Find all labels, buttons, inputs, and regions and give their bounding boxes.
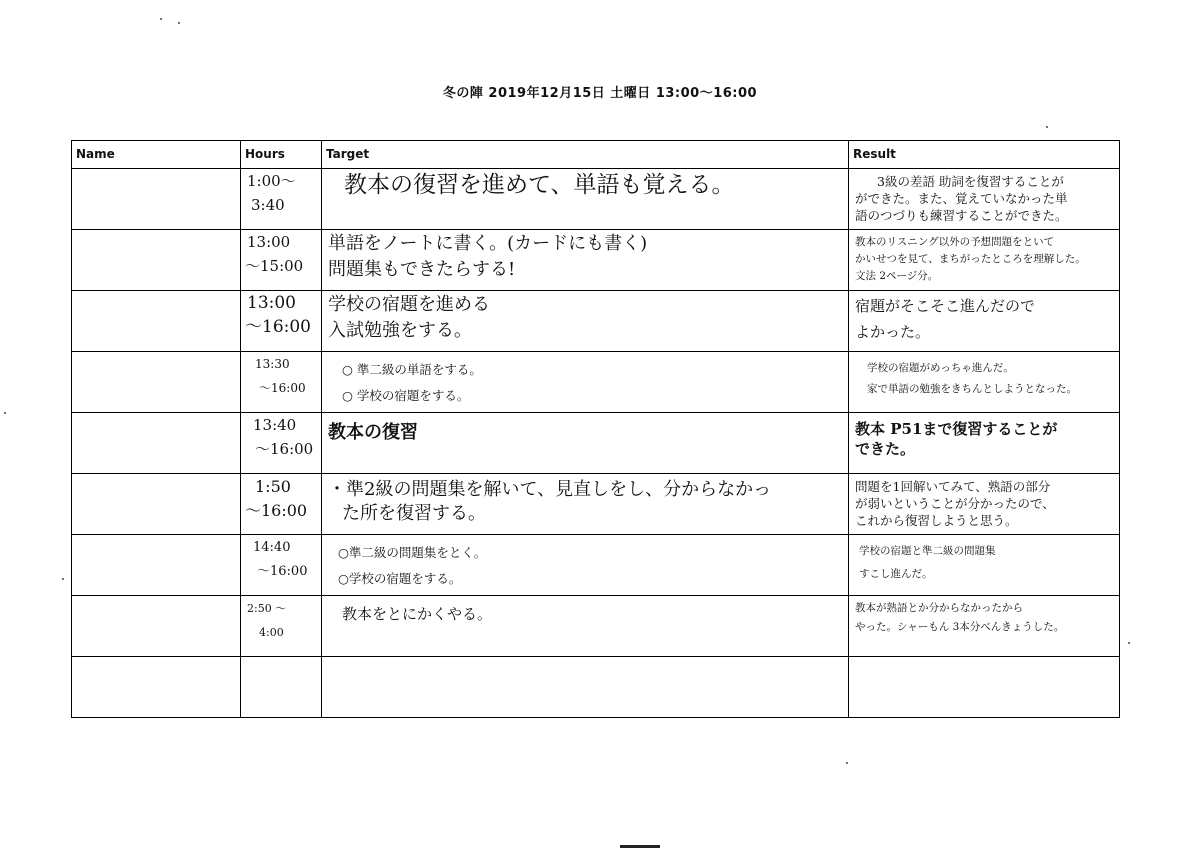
target-cell xyxy=(322,413,849,474)
hours-start: 2:50 〜 xyxy=(247,602,287,615)
hours-start: 13:40 xyxy=(253,416,297,434)
column-header-name: Name xyxy=(72,141,241,169)
result-line: 語のつづりも練習することができた。 xyxy=(855,208,1068,223)
page-title: 冬の陣 2019年12月15日 土曜日 13:00〜16:00 xyxy=(442,86,758,101)
name-cell xyxy=(72,535,241,596)
hours-cell xyxy=(241,535,322,596)
target-line: 単語をノートに書く。(カードにも書く) xyxy=(328,233,648,254)
target-cell xyxy=(322,596,849,657)
hours-cell xyxy=(241,657,322,718)
target-cell xyxy=(322,352,849,413)
result-line: よかった。 xyxy=(855,323,931,341)
column-header-result: Result xyxy=(849,141,1120,169)
hours-end: 〜16:00 xyxy=(245,501,308,520)
target-line: 学校の宿題を進める xyxy=(328,294,490,315)
table-row xyxy=(72,230,1120,291)
target-line: ○準二級の問題集をとく。 xyxy=(338,545,487,560)
target-line: ○ 準二級の単語をする。 xyxy=(342,362,482,377)
name-cell xyxy=(72,230,241,291)
target-line: 入試勉強をする。 xyxy=(328,320,472,341)
table-row xyxy=(72,413,1120,474)
hours-cell xyxy=(241,413,322,474)
table-row xyxy=(72,352,1120,413)
name-cell xyxy=(72,413,241,474)
result-cell xyxy=(849,413,1120,474)
name-cell xyxy=(72,474,241,535)
hours-cell xyxy=(241,230,322,291)
hours-end: 〜16:00 xyxy=(255,440,314,458)
target-line: ・準2級の問題集を解いて、見直しをし、分からなかっ xyxy=(328,479,772,500)
target-cell xyxy=(322,474,849,535)
table-header-row xyxy=(72,141,1120,169)
result-line: 教本 P51まで復習することが xyxy=(855,420,1058,438)
hours-start: 1:00〜 xyxy=(247,172,296,190)
hours-cell xyxy=(241,474,322,535)
result-line: 3級の差語 助詞を復習することが xyxy=(877,174,1064,189)
result-cell xyxy=(849,169,1120,230)
table-row xyxy=(72,535,1120,596)
name-cell xyxy=(72,291,241,352)
name-cell xyxy=(72,596,241,657)
scan-speck xyxy=(62,578,64,580)
target-line: 問題集もできたらする! xyxy=(328,259,516,280)
result-line: 家で単語の勉強をきちんとしようとなった。 xyxy=(867,383,1077,395)
study-log-table xyxy=(71,140,1120,718)
target-line: 教本をとにかくやる。 xyxy=(342,605,493,623)
result-line: 教本のリスニング以外の予想問題をといて xyxy=(855,236,1055,248)
target-cell xyxy=(322,291,849,352)
result-cell xyxy=(849,352,1120,413)
result-cell xyxy=(849,596,1120,657)
hours-cell xyxy=(241,169,322,230)
result-line: 問題を1回解いてみて、熟語の部分 xyxy=(855,479,1051,494)
target-cell xyxy=(322,230,849,291)
table-row xyxy=(72,169,1120,230)
result-line: 学校の宿題がめっちゃ進んだ。 xyxy=(867,362,1014,374)
target-line: た所を復習する。 xyxy=(342,503,486,524)
hours-end: 〜16:00 xyxy=(257,564,308,579)
table-row xyxy=(72,596,1120,657)
scan-speck xyxy=(846,762,848,764)
result-line: 教本が熟語とか分からなかったから xyxy=(855,602,1023,614)
result-line: できた。 xyxy=(855,440,916,458)
result-line: 文法 2ページ分。 xyxy=(855,270,939,282)
result-cell xyxy=(849,474,1120,535)
result-line: ができた。また、覚えていなかった単 xyxy=(855,191,1068,206)
hours-end: 3:40 xyxy=(251,196,285,214)
hours-start: 14:40 xyxy=(253,540,291,555)
target-cell xyxy=(322,535,849,596)
result-line: 学校の宿題と準二級の問題集 xyxy=(859,545,996,557)
hours-start: 13:00 xyxy=(247,293,296,313)
table-row xyxy=(72,291,1120,352)
name-cell xyxy=(72,352,241,413)
result-line: 宿題がそこそこ進んだので xyxy=(855,297,1036,315)
result-cell xyxy=(849,657,1120,718)
scan-speck xyxy=(4,412,6,414)
result-line: やった。シャーもん 3本分べんきょうした。 xyxy=(855,621,1065,633)
result-cell xyxy=(849,291,1120,352)
hours-cell xyxy=(241,352,322,413)
scan-speck xyxy=(1128,642,1130,644)
result-line: かいせつを見て、まちがったところを理解した。 xyxy=(855,253,1086,265)
hours-cell xyxy=(241,596,322,657)
column-header-target: Target xyxy=(322,141,849,169)
hours-end: 4:00 xyxy=(259,626,284,639)
name-cell xyxy=(72,657,241,718)
name-cell xyxy=(72,169,241,230)
scan-speck xyxy=(160,18,162,20)
result-cell xyxy=(849,535,1120,596)
result-line: これから復習しようと思う。 xyxy=(855,513,1018,528)
hours-start: 1:50 xyxy=(255,477,291,496)
hours-start: 13:00 xyxy=(247,233,291,251)
result-line: が弱いということが分かったので、 xyxy=(855,496,1055,511)
result-line: すこし進んだ。 xyxy=(859,568,933,580)
target-line: ○ 学校の宿題をする。 xyxy=(342,388,470,403)
hours-end: 〜16:00 xyxy=(259,381,306,395)
target-line: ○学校の宿題をする。 xyxy=(338,571,462,586)
target-line: 教本の復習 xyxy=(328,422,418,443)
scan-speck xyxy=(1046,126,1048,128)
scan-speck xyxy=(178,22,180,24)
target-line: 教本の復習を進めて、単語も覚える。 xyxy=(344,172,735,198)
table-row xyxy=(72,657,1120,718)
table-row xyxy=(72,474,1120,535)
hours-end: 〜15:00 xyxy=(245,257,304,275)
target-cell xyxy=(322,657,849,718)
result-cell xyxy=(849,230,1120,291)
hours-end: 〜16:00 xyxy=(245,317,311,337)
column-header-hours: Hours xyxy=(241,141,322,169)
hours-start: 13:30 xyxy=(255,357,290,371)
hours-cell xyxy=(241,291,322,352)
target-cell xyxy=(322,169,849,230)
